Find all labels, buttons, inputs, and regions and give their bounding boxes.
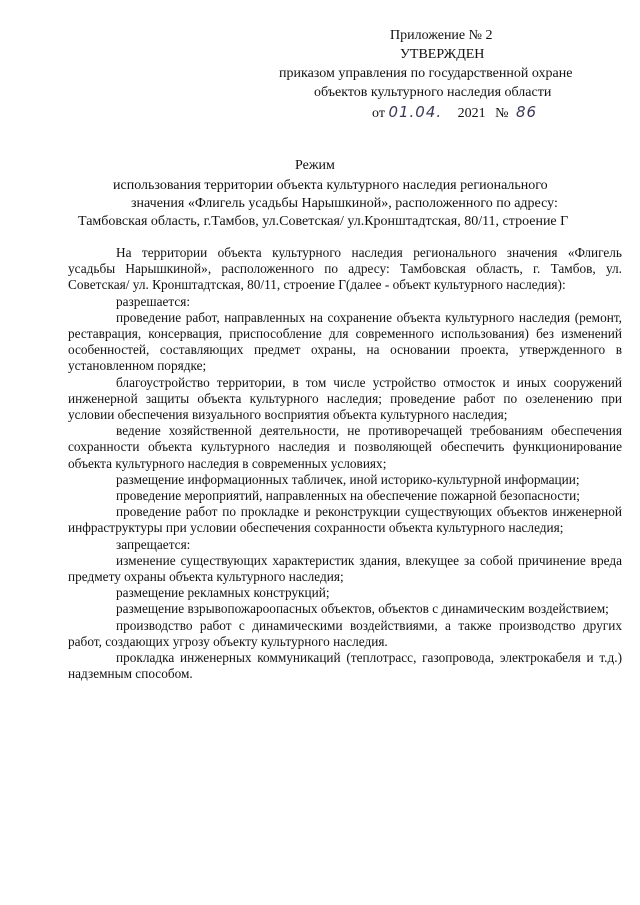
allowed-item-6: проведение работ по прокладке и реконструкции существующих объектов инженерной инфраструктуры при условии обеспечения сохранности объекта культурного наследия;	[68, 504, 622, 536]
appendix-label: Приложение № 2	[390, 28, 493, 43]
allowed-item-5: проведение мероприятий, направленных на обеспечение пожарной безопасности;	[116, 488, 580, 504]
forbidden-item-3: размещение взрывопожароопасных объектов, объектов с динамическим воздействием;	[116, 601, 609, 617]
intro-paragraph: На территории объекта культурного наследия регионального значения «Флигель усадьбы Нарышкиной», расположенного по адресу: Тамбовская область, г. Тамбов, ул. Советская/ ул. Кронштадтская, 80/11, строение Г(далее - объект культурного наследия):	[68, 245, 622, 293]
date-prefix: от	[372, 106, 385, 121]
allowed-item-3: ведение хозяйственной деятельности, не противоречащей требованиям обеспечения сохранности объекта культурного наследия и позволяющей обеспечить функционирование объекта культурного наследия в современных условиях;	[68, 423, 622, 471]
order-line-2: объектов культурного наследия области	[314, 85, 552, 100]
document-body	[68, 245, 622, 682]
order-line-1: приказом управления по государственной охране	[279, 66, 573, 81]
title-line-1: использования территории объекта культурного наследия регионального	[113, 178, 548, 193]
handwritten-number: 86	[516, 103, 538, 121]
allowed-item-2: благоустройство территории, в том числе устройство отмосток и иных сооружений инженерной защиты объекта культурного наследия; проведение работ по озеленению при условии обеспечения визуального восприятия объекта культурного наследия;	[68, 374, 622, 423]
forbidden-item-5: прокладка инженерных коммуникаций (теплотрасс, газопровода, электрокабеля и т.д.) надземным способом.	[68, 650, 622, 682]
order-date-line	[372, 104, 537, 122]
forbidden-item-2: размещение рекламных конструкций;	[116, 585, 330, 601]
approved-stamp-text: УТВЕРЖДЕН	[400, 47, 485, 62]
handwritten-date: 01.04.	[388, 103, 443, 121]
forbidden-label: запрещается:	[116, 536, 191, 552]
number-sign: №	[495, 106, 509, 121]
allowed-item-1: проведение работ, направленных на сохранение объекта культурного наследия (ремонт, реставрация, консервация, приспособление для современного использования) без изменений особенностей, составляющих предмет охраны, на основании проекта, утвержденного в установленном порядке;	[68, 309, 622, 374]
title-line-3: Тамбовская область, г.Тамбов, ул.Советская/ ул.Кронштадтская, 80/11, строение Г	[78, 214, 569, 229]
order-year: 2021	[457, 106, 486, 121]
forbidden-item-1: изменение существующих характеристик здания, влекущее за собой причинение вреда предмету охраны объекта культурного наследия;	[68, 552, 622, 585]
title-line-2: значения «Флигель усадьбы Нарышкиной», расположенного по адресу:	[131, 196, 558, 211]
allowed-label: разрешается:	[116, 293, 191, 309]
document-title: Режим	[295, 158, 335, 173]
allowed-item-4: размещение информационных табличек, иной историко-культурной информации;	[116, 471, 580, 487]
forbidden-item-4: производство работ с динамическими воздействиями, а также производство других работ, создающих угрозу объекту культурного наследия.	[68, 617, 622, 649]
